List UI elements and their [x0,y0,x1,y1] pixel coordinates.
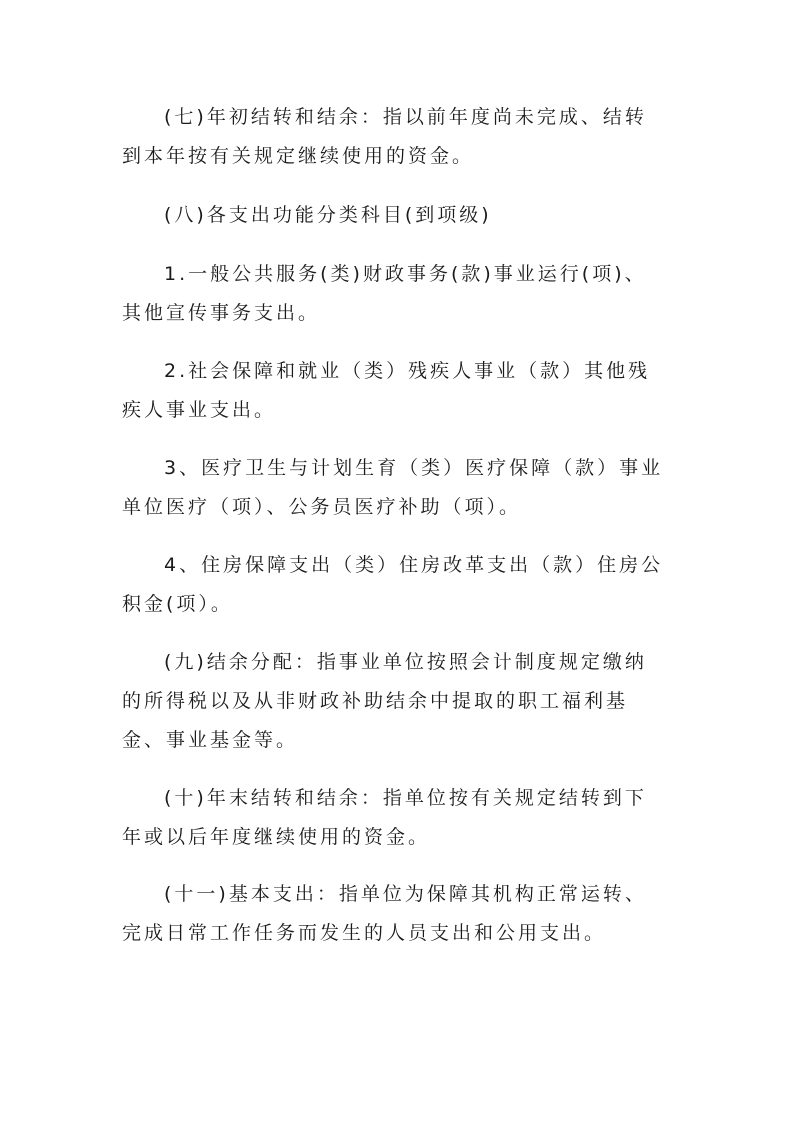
paragraph-item-1: 1.一般公共服务(类)财政事务(款)事业运行(项)、其他宣传事务支出。 [122,263,647,324]
paragraph-basic-expenditure: (十一)基本支出：指单位为保障其机构正常运转、完成日常工作任务而发生的人员支出和公用支出。 [122,883,647,944]
paragraph-carryover-end: (十)年末结转和结余：指单位按有关规定结转到下年或以后年度继续使用的资金。 [122,787,647,848]
paragraph-item-3: 3、医疗卫生与计划生育（类）医疗保障（款）事业单位医疗（项）、公务员医疗补助（项）。 [122,457,664,518]
paragraph-carryover-beginning: (七)年初结转和结余：指以前年度尚未完成、结转到本年按有关规定继续使用的资金。 [122,106,647,167]
paragraph-surplus-distribution: (九)结余分配：指事业单位按照会计制度规定缴纳的所得税以及从非财政补助结余中提取的职工福利基金、事业基金等。 [122,651,647,751]
paragraph-item-4: 4、住房保障支出（类）住房改革支出（款）住房公积金(项）。 [122,554,664,615]
paragraph-function-classification-heading: (八)各支出功能分类科目(到项级) [164,204,492,226]
paragraph-item-2: 2.社会保障和就业（类）残疾人事业（款）其他残疾人事业支出。 [122,360,651,421]
